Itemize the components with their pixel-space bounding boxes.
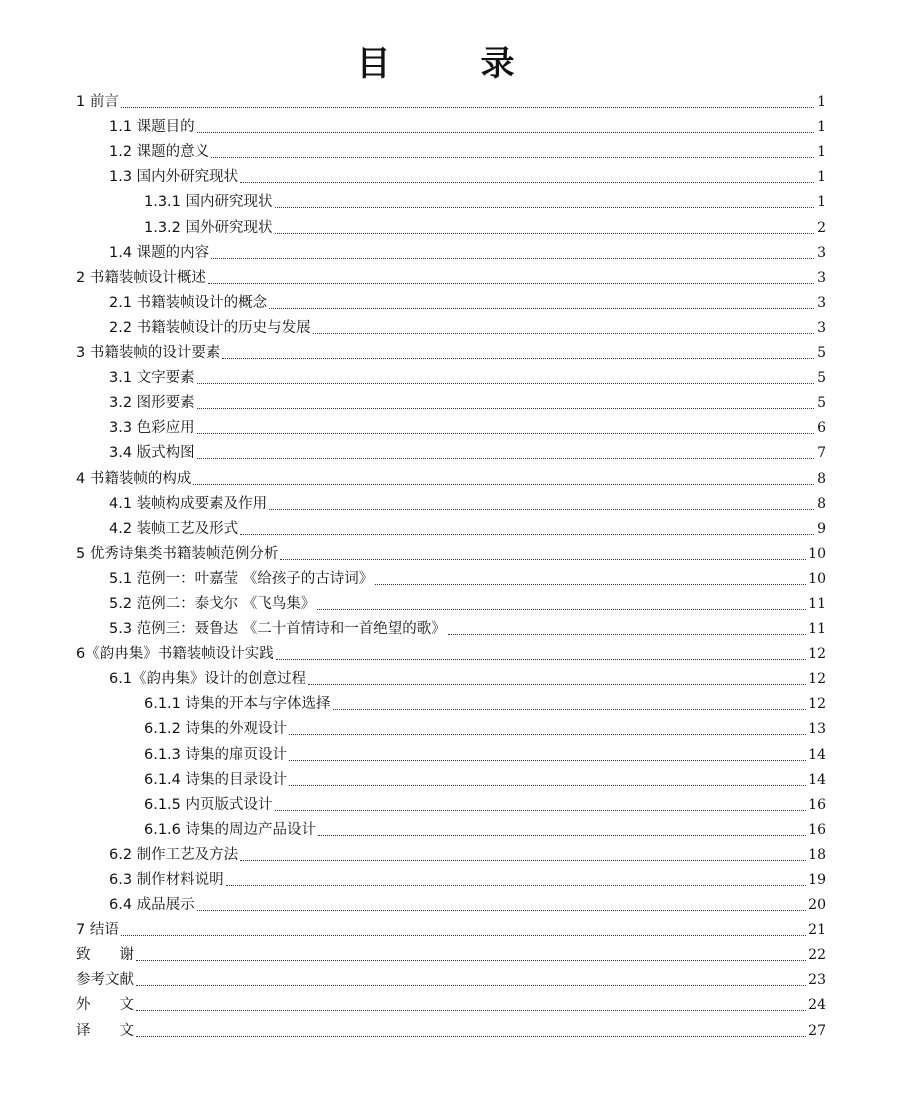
- toc-entry-page-number: 16: [808, 821, 826, 838]
- toc-entry[interactable]: [76, 766, 826, 791]
- dot-leader: [197, 132, 814, 133]
- toc-entry-label: 6.2 制作工艺及方法: [109, 846, 239, 863]
- toc-entry-label: 3.4 版式构图: [109, 445, 195, 462]
- toc-entry-page-number: 3: [817, 319, 826, 336]
- toc-entry-label: 3 书籍装帧的设计要素: [76, 345, 221, 362]
- dot-leader: [289, 760, 806, 761]
- toc-entry[interactable]: [76, 916, 826, 941]
- dot-leader: [448, 634, 806, 635]
- toc-entry-label: 1.4 课题的内容: [109, 244, 210, 261]
- toc-entry-label: 5 优秀诗集类书籍装帧范例分析: [76, 545, 279, 562]
- toc-entry-label: 4 书籍装帧的构成: [76, 470, 192, 487]
- toc-entry-label: 参考文献: [76, 972, 134, 989]
- toc-entry-label: 3.3 色彩应用: [109, 420, 195, 437]
- dot-leader: [197, 433, 814, 434]
- toc-entry[interactable]: [76, 490, 826, 515]
- toc-entry-page-number: 3: [817, 294, 826, 311]
- toc-entry-label: 5.2 范例二：泰戈尔 《飞鸟集》: [109, 595, 316, 612]
- toc-entry-page-number: 19: [808, 872, 826, 888]
- toc-entry-page-number: 24: [808, 997, 826, 1014]
- toc-entry-label: 2 书籍装帧设计概述: [76, 269, 206, 286]
- toc-entry-page-number: 11: [808, 621, 826, 638]
- toc-entry-label: 6.1.1 诗集的开本与字体选择: [144, 696, 331, 713]
- table-of-contents: [76, 88, 826, 1042]
- toc-entry[interactable]: [76, 715, 826, 740]
- toc-entry-page-number: 7: [817, 445, 826, 462]
- toc-entry-page-number: 1: [817, 194, 826, 211]
- toc-entry-page-number: 6: [817, 420, 826, 437]
- dot-leader: [375, 584, 806, 585]
- toc-entry[interactable]: [76, 1016, 826, 1041]
- toc-entry[interactable]: [76, 941, 826, 966]
- toc-entry-label: 3.2 图形要素: [109, 395, 195, 412]
- dot-leader: [121, 935, 806, 936]
- toc-entry[interactable]: [76, 841, 826, 866]
- toc-entry-page-number: 27: [808, 1022, 826, 1039]
- toc-entry-page-number: 10: [808, 570, 826, 587]
- toc-entry-page-number: 2: [817, 219, 826, 236]
- toc-entry-page-number: 11: [808, 595, 826, 612]
- toc-entry-label: 6.1.2 诗集的外观设计: [144, 721, 288, 738]
- dot-leader: [136, 985, 806, 986]
- toc-entry[interactable]: [76, 239, 826, 264]
- toc-entry[interactable]: [76, 113, 826, 138]
- toc-entry-label: 5.3 范例三：聂鲁达 《二十首情诗和一首绝望的歌》: [109, 621, 446, 638]
- toc-entry-page-number: 13: [808, 721, 826, 738]
- toc-entry-page-number: 10: [808, 545, 826, 562]
- toc-entry-page-number: 22: [808, 947, 826, 964]
- toc-entry[interactable]: [76, 640, 826, 665]
- dot-leader: [197, 910, 807, 911]
- toc-entry-page-number: 1: [817, 119, 826, 136]
- toc-entry-label: 6.1.4 诗集的目录设计: [144, 771, 288, 788]
- toc-entry-page-number: 1: [817, 144, 826, 161]
- dot-leader: [197, 408, 814, 409]
- toc-entry[interactable]: [76, 966, 826, 991]
- toc-entry-page-number: 1: [817, 94, 826, 111]
- toc-entry-label: 1.3 国内外研究现状: [109, 169, 239, 186]
- dot-leader: [317, 609, 806, 610]
- toc-entry-label: 1.1 课题目的: [109, 119, 195, 136]
- dot-leader: [211, 157, 814, 158]
- toc-entry-page-number: 16: [808, 796, 826, 813]
- toc-entry-label: 6.1.5 内页版式设计: [144, 796, 273, 813]
- dot-leader: [313, 333, 814, 334]
- dot-leader: [276, 659, 806, 660]
- toc-entry-page-number: 12: [808, 696, 826, 713]
- toc-entry-page-number: 1: [817, 169, 826, 186]
- toc-entry-label: 4.2 装帧工艺及形式: [109, 520, 239, 537]
- toc-entry[interactable]: [76, 289, 826, 314]
- toc-entry-label: 2.2 书籍装帧设计的历史与发展: [109, 319, 311, 336]
- dot-leader: [275, 810, 807, 811]
- toc-entry-page-number: 3: [817, 244, 826, 261]
- toc-entry-page-number: 14: [808, 771, 826, 788]
- dot-leader: [289, 734, 806, 735]
- toc-entry-page-number: 18: [808, 846, 826, 863]
- toc-entry-label: 3.1 文字要素: [109, 370, 195, 387]
- toc-entry[interactable]: [76, 188, 826, 213]
- page-title: 目 录: [356, 44, 543, 84]
- toc-entry-page-number: 8: [817, 495, 826, 512]
- dot-leader: [193, 484, 814, 485]
- dot-leader: [269, 509, 814, 510]
- toc-entry-page-number: 5: [817, 345, 826, 362]
- dot-leader: [275, 233, 814, 234]
- dot-leader: [275, 207, 814, 208]
- toc-entry-page-number: 9: [817, 520, 826, 537]
- toc-entry[interactable]: [76, 816, 826, 841]
- dot-leader: [289, 785, 806, 786]
- toc-entry[interactable]: [76, 464, 826, 489]
- toc-entry[interactable]: [76, 791, 826, 816]
- toc-entry[interactable]: [76, 439, 826, 464]
- toc-entry[interactable]: [76, 991, 826, 1016]
- toc-entry[interactable]: [76, 891, 826, 916]
- toc-entry-label: 2.1 书籍装帧设计的概念: [109, 294, 268, 311]
- toc-entry-page-number: 8: [817, 470, 826, 487]
- toc-entry-label: 7 结语: [76, 922, 119, 939]
- toc-entry-label: 1.3.1 国内研究现状: [144, 194, 273, 211]
- toc-entry-page-number: 5: [817, 370, 826, 387]
- toc-entry-label: 1 前言: [76, 94, 119, 111]
- dot-leader: [333, 709, 807, 710]
- toc-entry-label: 4.1 装帧构成要素及作用: [109, 495, 268, 512]
- toc-entry[interactable]: [76, 163, 826, 188]
- toc-entry-page-number: 14: [808, 746, 826, 763]
- toc-entry[interactable]: [76, 540, 826, 565]
- dot-leader: [240, 534, 814, 535]
- toc-entry[interactable]: [76, 314, 826, 339]
- toc-entry-label: 1.2 课题的意义: [109, 144, 210, 161]
- toc-entry-label: 6.1《韵冉集》设计的创意过程: [109, 671, 307, 688]
- toc-entry[interactable]: [76, 690, 826, 715]
- dot-leader: [240, 860, 806, 861]
- dot-leader: [240, 182, 814, 183]
- toc-entry[interactable]: [76, 138, 826, 163]
- dot-leader: [222, 358, 814, 359]
- toc-entry-label: 6.1.6 诗集的周边产品设计: [144, 821, 317, 838]
- toc-entry[interactable]: [76, 264, 826, 289]
- dot-leader: [208, 283, 814, 284]
- toc-entry[interactable]: [76, 615, 826, 640]
- dot-leader: [121, 107, 814, 108]
- toc-entry[interactable]: [76, 866, 826, 891]
- dot-leader: [226, 885, 807, 886]
- dot-leader: [136, 1010, 806, 1011]
- toc-entry[interactable]: [76, 665, 826, 690]
- toc-entry[interactable]: [76, 339, 826, 364]
- dot-leader: [308, 684, 806, 685]
- toc-entry-label: 5.1 范例一：叶嘉莹 《给孩子的古诗词》: [109, 570, 374, 587]
- toc-entry[interactable]: [76, 565, 826, 590]
- toc-entry-label: 6.1.3 诗集的扉页设计: [144, 746, 288, 763]
- toc-entry[interactable]: [76, 389, 826, 414]
- dot-leader: [136, 1036, 806, 1037]
- toc-entry[interactable]: [76, 88, 826, 113]
- dot-leader: [136, 960, 806, 961]
- toc-entry-page-number: 12: [808, 671, 826, 688]
- toc-entry[interactable]: [76, 590, 826, 615]
- toc-entry-page-number: 21: [808, 922, 826, 939]
- toc-entry-label: 外 文: [76, 997, 134, 1014]
- dot-leader: [197, 383, 814, 384]
- toc-entry-label: 6《韵冉集》书籍装帧设计实践: [76, 646, 274, 663]
- toc-entry-label: 译 文: [76, 1022, 134, 1039]
- toc-entry[interactable]: [76, 515, 826, 540]
- dot-leader: [197, 458, 814, 459]
- toc-entry-label: 6.3 制作材料说明: [109, 872, 224, 888]
- toc-entry-page-number: 23: [808, 972, 826, 989]
- toc-entry[interactable]: [76, 740, 826, 765]
- toc-entry[interactable]: [76, 213, 826, 238]
- toc-entry-page-number: 12: [808, 646, 826, 663]
- dot-leader: [280, 559, 806, 560]
- toc-entry[interactable]: [76, 364, 826, 389]
- dot-leader: [211, 258, 814, 259]
- toc-entry-page-number: 3: [817, 269, 826, 286]
- dot-leader: [269, 308, 814, 309]
- dot-leader: [318, 835, 806, 836]
- toc-entry-label: 致 谢: [76, 947, 134, 964]
- toc-entry[interactable]: [76, 414, 826, 439]
- toc-entry-label: 6.4 成品展示: [109, 897, 195, 914]
- toc-entry-label: 1.3.2 国外研究现状: [144, 219, 273, 236]
- toc-entry-page-number: 20: [808, 897, 826, 914]
- toc-entry-page-number: 5: [817, 395, 826, 412]
